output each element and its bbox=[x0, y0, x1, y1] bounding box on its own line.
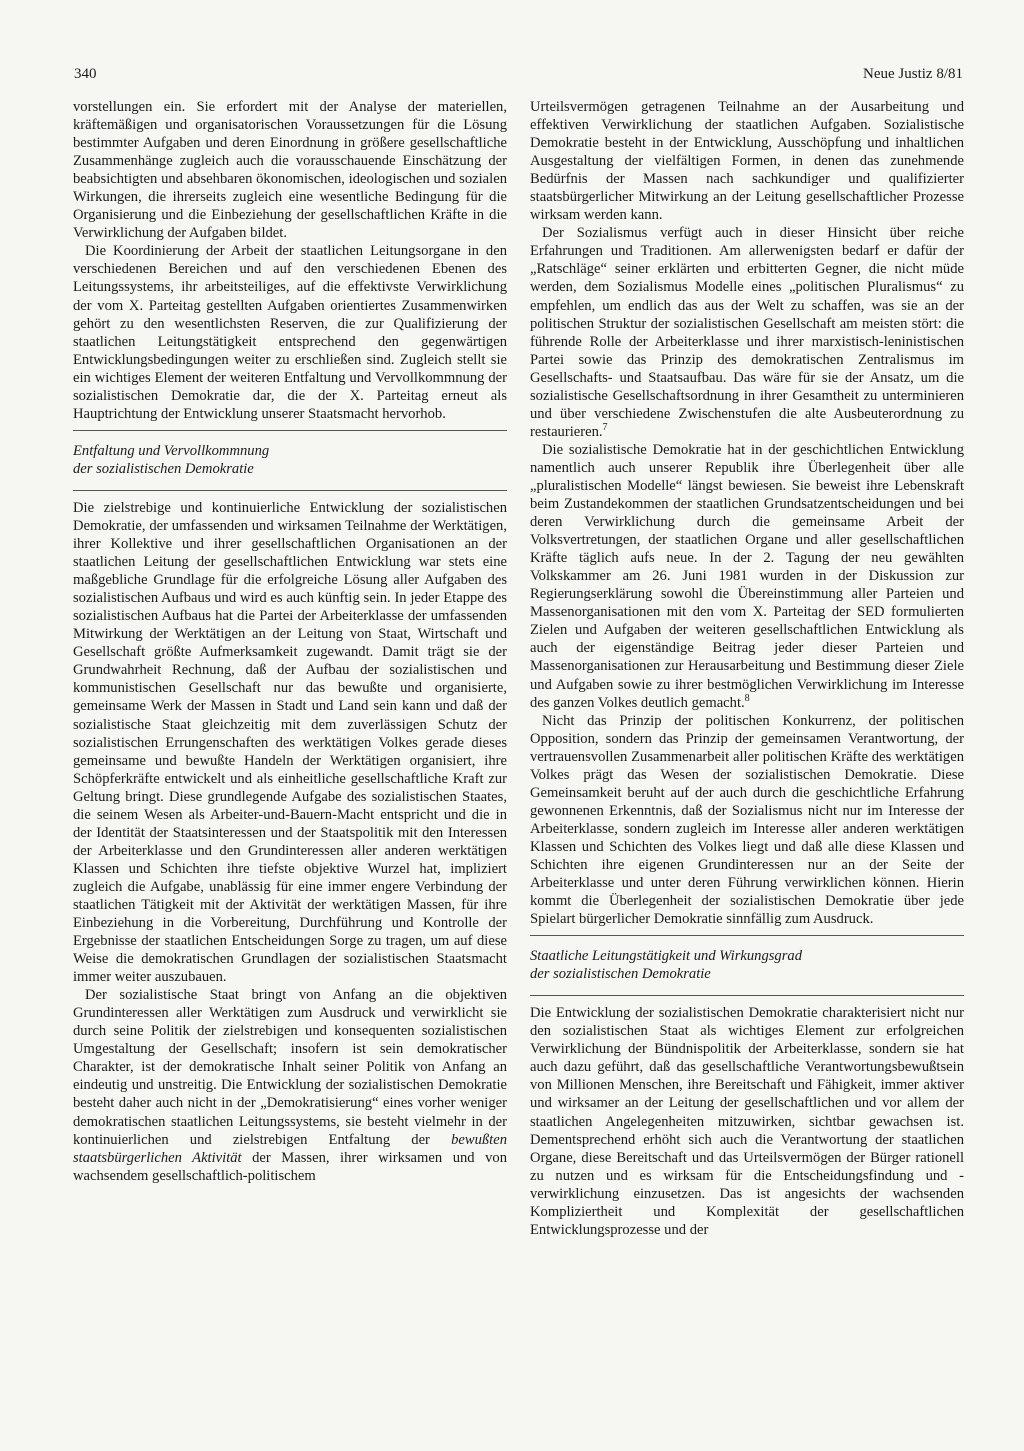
section-heading-line: Staatliche Leitungstätigkeit und Wirkungsgrad bbox=[530, 948, 802, 965]
paragraph bbox=[530, 441, 964, 712]
footnote-marker: 7 bbox=[602, 421, 608, 433]
emphasis-text: bewußten staatsbürgerlichen Aktivität bbox=[73, 1131, 507, 1166]
paragraph: Die zielstrebige und kontinuierliche Entwicklung der sozialistischen Demokratie, der umfassenden und wirksamen Teilnahme der Werktätigen, ihrer Kollektive und ihrer gesellschaftlichen Organisationen an der staatlichen Leitung der gesellschaftlichen Entwicklung war stets eine maßgebliche Grundlage für die erfolgreiche Lösung aller Aufgaben des sozialistischen Aufbaus und wird es auch künftig sein. In jeder Etappe des sozialistischen Aufbaus hat die Partei der Arbeiterklasse der umfassenden Mitwirkung der Werktätigen an der Leitung von Staat, Wirtschaft und Gesellschaft größte Aufmerksamkeit zugewandt. Damit trägt sie der Grundwahrheit Rechnung, daß der Aufbau der sozialistischen und kommunistischen Gesellschaft nur das bewußte und organisierte, gemeinsame Werk der Massen in Stadt und Land sein kann und daß der sozialistische Staat gleichzeitig mit dem zuverlässigen Schutz der sozialistischen Errungenschaften des werktätigen Volkes gerade dieses gemeinsame und bewußte Handeln der Werktätigen organisiert, ihre Schöpferkräfte entwickelt und als einheitliche gesellschaftliche Kraft zur Geltung bringt. Diese grundlegende Aufgabe des sozialistischen Staates, die seinem Wesen als Arbeiter-und-Bauern-Macht entspricht und die in der Identität der Staatsinteressen und der Staatspolitik mit den Interessen der Arbeiterklasse und den Grundinteressen aller anderen werktätigen Klassen und Schichten ihre tiefste objektive Wurzel hat, impliziert zugleich die Aufgabe, unablässig für eine immer engere Verbindung der staatlichen Tätigkeit mit der Aktivität der werktätigen Massen, für ihre Einbeziehung in die Vorbereitung, Durchführung und Kontrolle der Ergebnisse der staatlichen Entscheidungen Sorge zu tragen, um auf diese Weise die demokratischen Grundlagen der sozialistischen Staatsmacht immer weiter auszubauen. bbox=[73, 499, 507, 986]
paragraph bbox=[530, 224, 964, 441]
page-number: 340 bbox=[74, 66, 97, 82]
section-divider bbox=[530, 935, 964, 936]
paragraph: vorstellungen ein. Sie erfordert mit der Analyse der materiellen, kräftemäßigen und organisatorischen Voraussetzungen für die Lösung bestimmter Aufgaben und deren Einordnung in größere gesellschaftliche Zusammenhänge zugleich auch die vorausschauende Einschätzung der beabsichtigten und absehbaren ökonomischen, ideologischen und sozialen Wirkungen, die ihrerseits zugleich eine wesentliche Bedingung für die Organisierung und die Einbeziehung der gesellschaftlichen Kräfte in die Verwirklichung der Aufgaben bildet. bbox=[73, 99, 507, 242]
section-divider bbox=[73, 490, 507, 491]
paragraph-text: Die sozialistische Demokratie hat in der geschichtlichen Entwicklung namentlich auch unserer Republik ihre Überlegenheit über alle „pluralistischen Modelle“ längst bewiesen. Sie beweist ihre Lebenskraft beim Zustandekommen der staatlichen Grundsatzentscheidungen und bei deren Verwirklichung durch die gemeinsame Arbeit der Volksvertretungen, der staatlichen Organe und aller gesellschaftlichen Kräfte täglich aufs neue. In der 2. Tagung der neu gewählten Volkskammer am 26. Juni 1981 wurden in der Diskussion zur Regierungserklärung sowohl die Übereinstimmung aller Parteien und Massenorganisationen mit den vom X. Parteitag der SED formulierten Zielen und Aufgaben der weiteren gesellschaftlichen Entwicklung als auch der eigenständige Beitrag jeder dieser Parteien und Massenorganisationen zur Herausarbeitung und Bestimmung dieser Ziele und Aufgaben sowie zu ihrer bestmöglichen Verwirklichung im Interesse des ganzen Volkes deutlich gemacht. bbox=[530, 441, 964, 711]
paragraph: Die Entwicklung der sozialistischen Demokratie charakterisiert nicht nur den sozialistischen Staat als wichtiges Element zur erfolgreichen Verwirklichung der Bündnispolitik der Arbeiterklasse, sondern sie hat auch dazu geführt, daß das gesellschaftliche Verantwortungsbewußtsein von Millionen Menschen, ihre Bereitschaft und Fähigkeit, immer aktiver und wirksamer an der Leitung der gesellschaftlichen und vor allem der staatlichen Angelegenheiten mitzuwirken, sichtbar gewachsen ist. Dementsprechend erhöht sich auch die Verantwortung der staatlichen Organe, diese Bereitschaft und das Urteilsvermögen der Bürger rationell zu nutzen und es wirksam für die Entscheidungsfindung und -verwirklichung einzusetzen. Das ist angesichts der wachsenden Kompliziertheit und Komplexität der gesellschaftlichen Entwicklungsprozesse und der bbox=[530, 1005, 964, 1238]
paragraph bbox=[73, 986, 507, 1185]
journal-title: Neue Justiz 8/81 bbox=[863, 66, 963, 82]
left-column bbox=[73, 98, 507, 1185]
section-heading bbox=[73, 442, 507, 478]
section-divider bbox=[73, 430, 507, 431]
section-heading-line: der sozialistischen Demokratie bbox=[530, 966, 711, 983]
section-heading-line: Entfaltung und Vervollkommnung bbox=[73, 442, 270, 459]
paragraph-text: Der sozialistische Staat bringt von Anfang an die objektiven Grundinteressen aller Werktätigen zum Ausdruck und verwirklicht sie durch seine Politik der zielstrebigen und konsequenten sozialistischen Umgestaltung der Gesellschaft; insofern ist sein demokratischer Charakter, ist der demokratische Inhalt seiner Politik von Anfang an eindeutig und unstreitig. Die Entwicklung der sozialistischen Demokratie besteht daher auch nicht in der „Demokratisierung“ eines vorher weniger demokratischen staatlichen Leitungssystems, sie besteht vielmehr in der kontinuierlichen und zielstrebigen Entfaltung der bbox=[73, 987, 507, 1148]
right-column bbox=[530, 98, 964, 1239]
footnote-marker: 8 bbox=[744, 692, 750, 704]
paragraph: Urteilsvermögen getragenen Teilnahme an der Ausarbeitung und effektiven Verwirklichung der staatlichen Aufgaben. Sozialistische Demokratie besteht in der Entwicklung, Ausschöpfung und inhaltlichen Ausgestaltung der vielfältigen Formen, in denen das zunehmende Bedürfnis der Massen nach sachkundiger und qualifizierter staatsbürgerlicher Mitwirkung an der Leitung gesellschaftlicher Prozesse wirksam werden kann. bbox=[530, 99, 964, 224]
paragraph: Nicht das Prinzip der politischen Konkurrenz, der politischen Opposition, sondern das Prinzip der gemeinsamen Verantwortung, der vertrauensvollen Zusammenarbeit aller politischen Kräfte des werktätigen Volkes prägt das Wesen der sozialistischen Demokratie. Diese Gemeinsamkeit beruht auf der auch durch die geschichtliche Erfahrung gewonnenen Erkenntnis, daß der Sozialismus nicht nur im Interesse der Arbeiterklasse, sondern zugleich im Interesse aller anderen werktätigen Klassen und Schichten des Volkes liegt und daß alle diese Klassen und Schichten ihre eigenen Grundinteressen nur an der Seite der Arbeiterklasse und unter deren Führung verwirklichen können. Hierin kommt die Überlegenheit der sozialistischen Demokratie über jede Spielart bürgerlicher Demokratie sinnfällig zum Ausdruck. bbox=[530, 712, 964, 928]
paragraph: Die Koordinierung der Arbeit der staatlichen Leitungsorgane in den verschiedenen Bereichen und auf den verschiedenen Ebenen des Leitungssystems, ihr arbeitsteiliges, auf die effektivste Verwirklichung der vom X. Parteitag gestellten Aufgaben orientiertes Zusammenwirken gehört zu den wesentlichsten Reserven, die zur Qualifizierung der staatlichen Leitungstätigkeit entsprechend den gegenwärtigen Entwicklungsbedingungen weiter zu erschließen sind. Zugleich stellt sie ein wichtiges Element der weiteren Entfaltung und Vervollkommnung der sozialistischen Demokratie dar, die der X. Parteitag erneut als Hauptrichtung der Entwicklung unserer Staatsmacht hervorhob. bbox=[73, 243, 507, 422]
section-divider bbox=[530, 995, 964, 996]
paragraph-text: der Massen, ihrer wirksamen und von wachsendem gesellschaftlich-politischem bbox=[73, 1149, 507, 1184]
paragraph-text: Der Sozialismus verfügt auch in dieser Hinsicht über reiche Erfahrungen und Traditionen. Am allerwenigsten bedarf er dafür der „Ratschläge“ seiner erklärten und erbitterten Gegner, die nicht müde werden, dem Sozialismus Modelle eines „politischen Pluralismus“ zu empfehlen, um endlich das aus der Welt zu schaffen, was sie an der politischen Struktur der sozialistischen Gesellschaft am meisten stört: die führende Rolle der Arbeiterklasse und ihrer marxistisch-leninistischen Partei sowie das Prinzip des demokratischen Zentralismus im Gesellschafts- und Staatsaufbau. Das wäre für sie der Ansatz, um die sozialistische Gesellschaftsordnung in ihrer Gesamtheit zu unterminieren und über verschiedene Zwischenstufen die alte Ausbeuterordnung zu restaurieren. bbox=[530, 225, 964, 440]
section-heading-line: der sozialistischen Demokratie bbox=[73, 460, 254, 477]
section-heading bbox=[530, 947, 964, 983]
page-header bbox=[74, 66, 963, 88]
